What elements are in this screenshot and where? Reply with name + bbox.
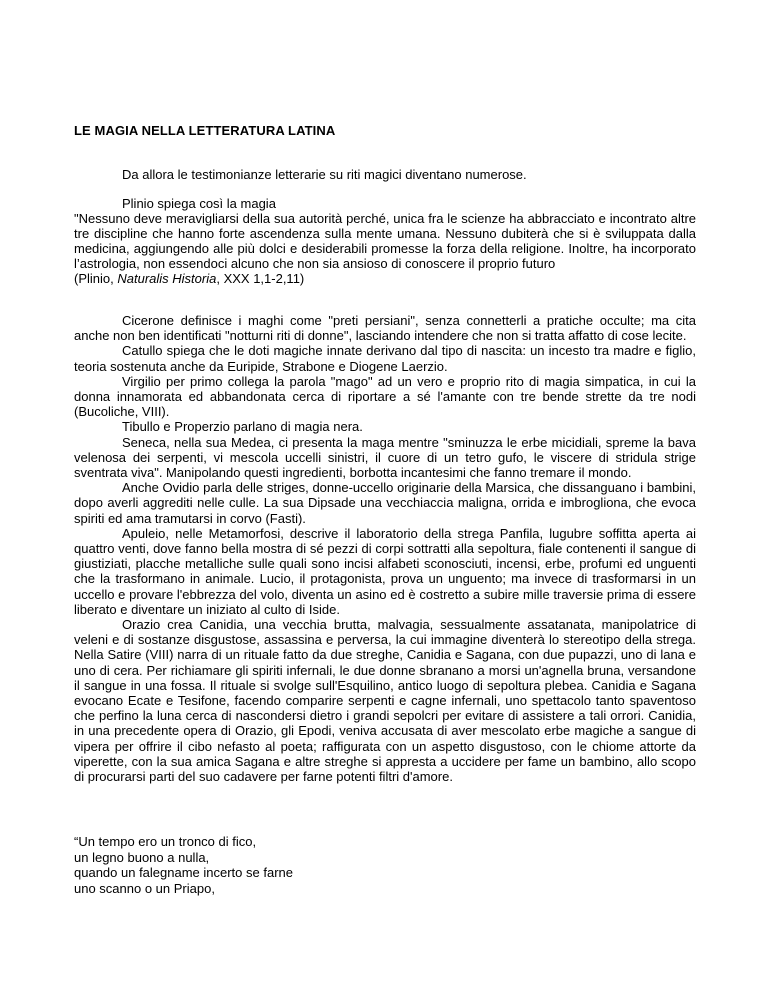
intro-paragraph: Da allora le testimonianze letterarie su riti magici diventano numerose. [122, 167, 527, 182]
pliny-section [74, 196, 696, 286]
citation-work: Naturalis Historia [117, 271, 217, 286]
poem-line: quando un falegname incerto se farne [74, 865, 293, 880]
pliny-citation [74, 271, 696, 286]
poem-excerpt [74, 834, 293, 896]
paragraph-catullo: Catullo spiega che le doti magiche innate derivano dal tipo di nascita: un incesto tra madre e figlio, teoria sostenuta anche da Euripide, Strabone e Diogene Laerzio. [74, 343, 696, 374]
paragraph-orazio: Orazio crea Canidia, una vecchia brutta, malvagia, sessualmente assatanata, manipolatrice di veleni e di sostanze disgustose, assassina e perversa, la cui immagine diventerà lo stereotipo della strega. Nella Satire (VIII) narra di un rituale fatto da due streghe, Canidia e Sagana, con due pupazzi, uno di lana e uno di cera. Per richiamare gli spiriti infernali, le due donne sbranano a morsi un'agnella bruna, versandone il sangue in una fossa. Il rituale si svolge sull'Esquilino, antico luogo di sepoltura plebea. Canidia e Sagana evocano Ecate e Tesifone, facendo comparire serpenti e cagne infernali, uno spettacolo tanto spaventoso che perfino la luna cerca di nascondersi dietro i grandi sepolcri per evitare di assistere a tali orrori. Canidia, in una precedente opera di Orazio, gli Epodi, veniva accusata di aver mescolato erbe magiche a sangue di vipera per offrire il cibo nefasto al poeta; raffigurata con un aspetto disgustoso, con le chiome attorte da viperette, con la sua amica Sagana e altre streghe si appresta a uccidere per fame un bambino, allo scopo di procurarsi parti del suo cadavere per farne potenti filtri d'amore. [74, 617, 696, 785]
document-title: LE MAGIA NELLA LETTERATURA LATINA [74, 123, 336, 138]
citation-suffix: , XXX 1,1-2,11) [216, 271, 305, 286]
paragraph-ovidio: Anche Ovidio parla delle striges, donne-uccello originarie della Marsica, che dissanguano i bambini, dopo averli aggrediti nelle culle. La sua Dipsade una vecchiaccia maligna, orrida e imbrogliona, che evoca spiriti ed ama tramutarsi in corvo (Fasti). [74, 480, 696, 526]
poem-line: un legno buono a nulla, [74, 849, 210, 865]
poem-line: “Un tempo ero un tronco di fico, [74, 834, 257, 849]
citation-prefix: (Plinio, [74, 271, 118, 286]
paragraph-virgilio: Virgilio per primo collega la parola "mago" ad un vero e proprio rito di magia simpatica, in cui la donna innamorata ed abbandonata cerca di riportare a sé l'amante con tre bende strette da tre nodi (Bucoliche, VIII). [74, 373, 696, 420]
poem-line: uno scanno o un Priapo, [74, 880, 215, 896]
pliny-quote: "Nessuno deve meravigliarsi della sua autorità perché, unica fra le scienze ha abbracciato e incontrato altre tre discipline che hanno forte ascendenza sulla mente umana. Nessuno dubiterà che si è sviluppata dalla medicina, aggiungendo alle più dolci e desiderabili promesse la forza della religione. Inoltre, ha incorporato l’astrologia, non essendoci alcuno che non sia ansioso di conoscere il proprio futuro [74, 211, 696, 271]
paragraph-apuleio: Apuleio, nelle Metamorfosi, descrive il laboratorio della strega Panfila, lugubre soffitta aperta ai quattro venti, dove fanno bella mostra di sé pezzi di corpi sottratti alla sepoltura, fiale contenenti il sangue di giustiziati, placche metalliche sulle quali sono incisi alfabeti sconosciuti, incensi, erbe, profumi ed unguenti che la trasformano in animale. Lucio, il protagonista, prova un unguento; ma invece di trasformarsi in un uccello e provare l'ebbrezza del volo, diventa un asino ed è costretto a subire mille traversie prima di essere liberato e diventare un iniziato al culto di Iside. [74, 525, 696, 617]
paragraph-tibullo: Tibullo e Properzio parlano di magia nera. [122, 419, 363, 435]
paragraph-cicerone: Cicerone definisce i maghi come "preti persiani", senza connetterli a pratiche occulte; ma cita anche non ben identificati "notturni riti di donne", lasciando intendere che non si tratta affatto di cose lecite. [74, 313, 696, 344]
pliny-lead: Plinio spiega così la magia [122, 196, 276, 211]
body-paragraphs [74, 313, 696, 784]
paragraph-seneca: Seneca, nella sua Medea, ci presenta la maga mentre "sminuzza le erbe micidiali, spreme la bava velenosa dei serpenti, vi mescola uccelli sinistri, il cuore di un tetro gufo, le viscere di stridula strige sventrata viva". Manipolando questi ingredienti, borbotta incantesimi che fanno tremare il mondo. [74, 434, 696, 481]
